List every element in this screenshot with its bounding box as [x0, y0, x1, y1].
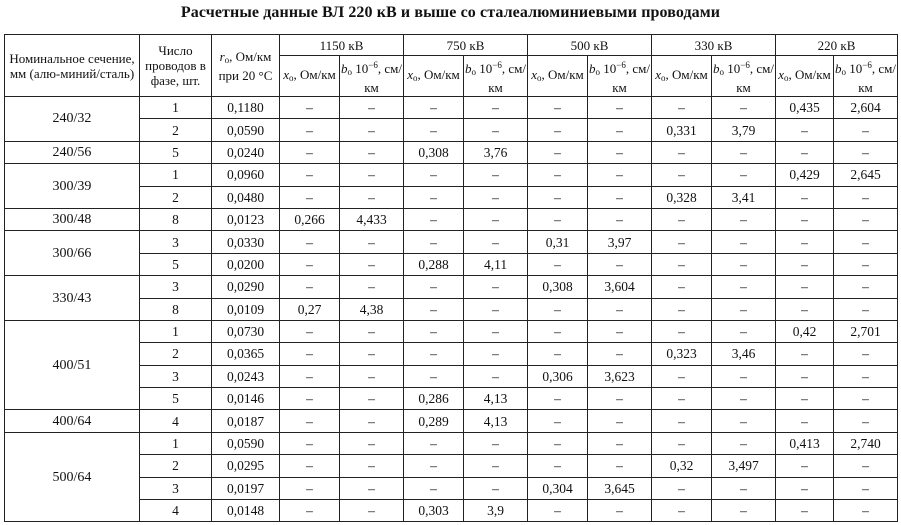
- value-cell: –: [776, 410, 834, 432]
- section-cell: 300/66: [5, 231, 140, 276]
- value-cell: 1: [140, 320, 212, 342]
- value-cell: –: [464, 97, 528, 119]
- value-cell: –: [652, 231, 712, 253]
- section-cell: 300/39: [5, 164, 140, 209]
- value-cell: –: [340, 231, 404, 253]
- value-cell: –: [652, 164, 712, 186]
- value-cell: –: [776, 119, 834, 141]
- table-title: Расчетные данные ВЛ 220 кВ и выше со сталеалюминиевыми проводами: [180, 4, 721, 21]
- value-cell: 2: [140, 119, 212, 141]
- value-cell: 0,0123: [212, 208, 280, 230]
- value-cell: 2,740: [834, 432, 898, 454]
- value-cell: –: [404, 231, 464, 253]
- data-table: [4, 34, 898, 522]
- header-x-220: $x_o$, Ом/км: [776, 56, 834, 97]
- value-cell: –: [588, 388, 652, 410]
- value-cell: –: [528, 298, 588, 320]
- value-cell: 5: [140, 253, 212, 275]
- value-cell: –: [528, 164, 588, 186]
- value-cell: –: [588, 119, 652, 141]
- value-cell: –: [340, 97, 404, 119]
- value-cell: 1: [140, 97, 212, 119]
- value-cell: 3,46: [712, 343, 776, 365]
- section-cell: 240/56: [5, 141, 140, 163]
- value-cell: 3,97: [588, 231, 652, 253]
- section-cell: 400/64: [5, 410, 140, 432]
- section-cell: 500/64: [5, 432, 140, 522]
- header-voltage-500: 500 кВ: [528, 35, 652, 56]
- value-cell: –: [404, 97, 464, 119]
- value-cell: –: [528, 119, 588, 141]
- value-cell: 3,497: [712, 455, 776, 477]
- value-cell: –: [280, 186, 340, 208]
- value-cell: –: [776, 500, 834, 522]
- value-cell: 3,41: [712, 186, 776, 208]
- value-cell: 0,0590: [212, 119, 280, 141]
- value-cell: –: [464, 276, 528, 298]
- table-row: [5, 141, 898, 163]
- value-cell: –: [834, 388, 898, 410]
- value-cell: –: [834, 410, 898, 432]
- value-cell: –: [712, 253, 776, 275]
- value-cell: –: [652, 320, 712, 342]
- section-cell: 240/32: [5, 97, 140, 142]
- value-cell: –: [652, 298, 712, 320]
- value-cell: –: [404, 186, 464, 208]
- value-cell: 0,0146: [212, 388, 280, 410]
- value-cell: –: [280, 119, 340, 141]
- value-cell: –: [776, 141, 834, 163]
- value-cell: –: [712, 298, 776, 320]
- value-cell: 3,79: [712, 119, 776, 141]
- value-cell: –: [280, 164, 340, 186]
- value-cell: –: [340, 365, 404, 387]
- value-cell: –: [776, 231, 834, 253]
- value-cell: 0,288: [404, 253, 464, 275]
- value-cell: –: [340, 119, 404, 141]
- value-cell: –: [588, 253, 652, 275]
- value-cell: 3,76: [464, 141, 528, 163]
- value-cell: –: [652, 141, 712, 163]
- value-cell: –: [280, 253, 340, 275]
- value-cell: 0,308: [528, 276, 588, 298]
- value-cell: –: [528, 141, 588, 163]
- header-section: Номинальное сечение, мм (алю-миний/сталь): [5, 35, 140, 97]
- value-cell: 4,13: [464, 410, 528, 432]
- header-x-500: $x_o$, Ом/км: [528, 56, 588, 97]
- value-cell: –: [340, 164, 404, 186]
- value-cell: –: [404, 208, 464, 230]
- value-cell: –: [834, 253, 898, 275]
- value-cell: –: [834, 119, 898, 141]
- header-voltage-1150: 1150 кВ: [280, 35, 404, 56]
- value-cell: –: [652, 253, 712, 275]
- value-cell: –: [834, 276, 898, 298]
- value-cell: –: [404, 298, 464, 320]
- value-cell: –: [528, 343, 588, 365]
- value-cell: –: [464, 231, 528, 253]
- header-voltage-220: 220 кВ: [776, 35, 898, 56]
- value-cell: –: [834, 455, 898, 477]
- value-cell: 0,0480: [212, 186, 280, 208]
- value-cell: –: [280, 231, 340, 253]
- value-cell: –: [464, 365, 528, 387]
- value-cell: –: [712, 365, 776, 387]
- value-cell: –: [528, 186, 588, 208]
- value-cell: –: [588, 320, 652, 342]
- value-cell: 0,304: [528, 477, 588, 499]
- value-cell: –: [712, 231, 776, 253]
- value-cell: 4,38: [340, 298, 404, 320]
- header-b-750: $b_o$ $10^{-6}$, см/км: [464, 56, 528, 97]
- table-row: [5, 410, 898, 432]
- value-cell: 0,331: [652, 119, 712, 141]
- value-cell: 1: [140, 164, 212, 186]
- value-cell: –: [712, 410, 776, 432]
- value-cell: –: [712, 477, 776, 499]
- value-cell: 0,308: [404, 141, 464, 163]
- value-cell: –: [776, 253, 834, 275]
- value-cell: –: [340, 432, 404, 454]
- value-cell: –: [340, 477, 404, 499]
- value-cell: 0,289: [404, 410, 464, 432]
- table-row: [5, 97, 898, 119]
- value-cell: –: [464, 320, 528, 342]
- value-cell: 3,645: [588, 477, 652, 499]
- value-cell: 0,0330: [212, 231, 280, 253]
- header-b-330: $b_o$ $10^{-6}$, см/км: [712, 56, 776, 97]
- value-cell: –: [280, 343, 340, 365]
- table-row: [5, 164, 898, 186]
- value-cell: 0,0200: [212, 253, 280, 275]
- value-cell: –: [528, 320, 588, 342]
- value-cell: 0,32: [652, 455, 712, 477]
- table-body: [5, 97, 898, 522]
- value-cell: –: [528, 500, 588, 522]
- value-cell: 8: [140, 298, 212, 320]
- value-cell: –: [404, 119, 464, 141]
- value-cell: 0,328: [652, 186, 712, 208]
- value-cell: –: [280, 365, 340, 387]
- value-cell: 0,42: [776, 320, 834, 342]
- value-cell: 0,31: [528, 231, 588, 253]
- value-cell: –: [588, 164, 652, 186]
- value-cell: –: [528, 253, 588, 275]
- value-cell: –: [464, 343, 528, 365]
- section-cell: 300/48: [5, 208, 140, 230]
- value-cell: –: [404, 365, 464, 387]
- value-cell: 2,604: [834, 97, 898, 119]
- value-cell: 0,286: [404, 388, 464, 410]
- value-cell: –: [340, 253, 404, 275]
- header-voltage-330: 330 кВ: [652, 35, 776, 56]
- value-cell: 0,0590: [212, 432, 280, 454]
- header-x-330: $x_o$, Ом/км: [652, 56, 712, 97]
- value-cell: 0,435: [776, 97, 834, 119]
- value-cell: –: [280, 455, 340, 477]
- value-cell: –: [340, 320, 404, 342]
- value-cell: 0,0148: [212, 500, 280, 522]
- value-cell: –: [340, 410, 404, 432]
- value-cell: 2: [140, 186, 212, 208]
- value-cell: –: [652, 500, 712, 522]
- value-cell: –: [776, 208, 834, 230]
- value-cell: 0,0365: [212, 343, 280, 365]
- value-cell: –: [404, 477, 464, 499]
- value-cell: –: [340, 343, 404, 365]
- value-cell: –: [464, 298, 528, 320]
- value-cell: 0,306: [528, 365, 588, 387]
- value-cell: 4,13: [464, 388, 528, 410]
- value-cell: –: [404, 432, 464, 454]
- value-cell: –: [776, 455, 834, 477]
- value-cell: –: [464, 119, 528, 141]
- value-cell: –: [528, 97, 588, 119]
- value-cell: –: [652, 365, 712, 387]
- value-cell: 0,0730: [212, 320, 280, 342]
- value-cell: –: [776, 477, 834, 499]
- value-cell: 2,645: [834, 164, 898, 186]
- value-cell: –: [588, 141, 652, 163]
- value-cell: 3: [140, 231, 212, 253]
- value-cell: –: [404, 343, 464, 365]
- value-cell: –: [834, 365, 898, 387]
- value-cell: 0,413: [776, 432, 834, 454]
- value-cell: –: [652, 432, 712, 454]
- value-cell: –: [404, 276, 464, 298]
- value-cell: –: [776, 298, 834, 320]
- value-cell: –: [834, 141, 898, 163]
- table-header: [5, 35, 898, 97]
- value-cell: –: [280, 410, 340, 432]
- value-cell: –: [776, 365, 834, 387]
- value-cell: –: [588, 432, 652, 454]
- value-cell: 8: [140, 208, 212, 230]
- value-cell: –: [464, 186, 528, 208]
- value-cell: 3,9: [464, 500, 528, 522]
- value-cell: –: [280, 477, 340, 499]
- value-cell: –: [280, 141, 340, 163]
- value-cell: –: [652, 208, 712, 230]
- value-cell: 0,0960: [212, 164, 280, 186]
- value-cell: 0,27: [280, 298, 340, 320]
- header-b-500: $b_o$ $10^{-6}$, см/км: [588, 56, 652, 97]
- value-cell: –: [776, 186, 834, 208]
- value-cell: –: [834, 298, 898, 320]
- value-cell: 0,0243: [212, 365, 280, 387]
- value-cell: –: [712, 141, 776, 163]
- value-cell: –: [464, 477, 528, 499]
- value-cell: 0,1180: [212, 97, 280, 119]
- header-wire-count: Число проводов в фазе, шт.: [140, 35, 212, 97]
- value-cell: –: [712, 500, 776, 522]
- table-row: [5, 276, 898, 298]
- value-cell: –: [834, 500, 898, 522]
- value-cell: –: [588, 208, 652, 230]
- value-cell: –: [280, 500, 340, 522]
- value-cell: –: [404, 455, 464, 477]
- header-b-1150: $b_o$ $10^{-6}$, см/км: [340, 56, 404, 97]
- value-cell: 1: [140, 432, 212, 454]
- value-cell: –: [834, 208, 898, 230]
- value-cell: 0,0295: [212, 455, 280, 477]
- value-cell: –: [280, 276, 340, 298]
- value-cell: –: [776, 343, 834, 365]
- value-cell: –: [588, 455, 652, 477]
- value-cell: –: [776, 276, 834, 298]
- value-cell: –: [712, 208, 776, 230]
- value-cell: 4,11: [464, 253, 528, 275]
- value-cell: –: [588, 298, 652, 320]
- value-cell: 3,623: [588, 365, 652, 387]
- value-cell: 2: [140, 455, 212, 477]
- value-cell: 0,0197: [212, 477, 280, 499]
- value-cell: 0,266: [280, 208, 340, 230]
- value-cell: 5: [140, 141, 212, 163]
- header-x-750: $x_o$, Ом/км: [404, 56, 464, 97]
- value-cell: –: [652, 97, 712, 119]
- header-b-220: $b_o$ $10^{-6}$, см/км: [834, 56, 898, 97]
- value-cell: –: [280, 97, 340, 119]
- value-cell: 5: [140, 388, 212, 410]
- value-cell: 3: [140, 365, 212, 387]
- section-cell: 330/43: [5, 276, 140, 321]
- value-cell: 4: [140, 500, 212, 522]
- header-voltage-750: 750 кВ: [404, 35, 528, 56]
- value-cell: –: [528, 410, 588, 432]
- value-cell: –: [340, 276, 404, 298]
- value-cell: –: [464, 164, 528, 186]
- value-cell: –: [464, 208, 528, 230]
- value-cell: –: [340, 141, 404, 163]
- value-cell: 0,323: [652, 343, 712, 365]
- value-cell: –: [528, 388, 588, 410]
- table-row: [5, 320, 898, 342]
- value-cell: 3,604: [588, 276, 652, 298]
- value-cell: –: [652, 410, 712, 432]
- value-cell: –: [588, 410, 652, 432]
- value-cell: 0,303: [404, 500, 464, 522]
- value-cell: 4,433: [340, 208, 404, 230]
- value-cell: –: [340, 500, 404, 522]
- value-cell: –: [712, 164, 776, 186]
- value-cell: –: [528, 432, 588, 454]
- header-resistance: $r_o$, Ом/км при 20 °С: [212, 35, 280, 97]
- value-cell: –: [712, 388, 776, 410]
- value-cell: 3: [140, 477, 212, 499]
- value-cell: –: [528, 455, 588, 477]
- value-cell: –: [834, 186, 898, 208]
- value-cell: 3: [140, 276, 212, 298]
- table-row: [5, 231, 898, 253]
- value-cell: 0,0240: [212, 141, 280, 163]
- value-cell: –: [652, 388, 712, 410]
- value-cell: –: [588, 343, 652, 365]
- value-cell: –: [712, 97, 776, 119]
- value-cell: 0,0187: [212, 410, 280, 432]
- value-cell: –: [652, 276, 712, 298]
- value-cell: –: [340, 455, 404, 477]
- value-cell: –: [834, 477, 898, 499]
- value-cell: –: [280, 388, 340, 410]
- value-cell: 2,701: [834, 320, 898, 342]
- value-cell: –: [712, 432, 776, 454]
- value-cell: –: [404, 320, 464, 342]
- value-cell: 0,429: [776, 164, 834, 186]
- value-cell: –: [776, 388, 834, 410]
- value-cell: 0,0290: [212, 276, 280, 298]
- value-cell: –: [712, 320, 776, 342]
- section-cell: 400/51: [5, 320, 140, 410]
- value-cell: –: [834, 231, 898, 253]
- value-cell: –: [280, 432, 340, 454]
- value-cell: –: [712, 276, 776, 298]
- value-cell: –: [404, 164, 464, 186]
- value-cell: –: [340, 388, 404, 410]
- value-cell: 2: [140, 343, 212, 365]
- header-x-1150: $x_o$, Ом/км: [280, 56, 340, 97]
- value-cell: 0,0109: [212, 298, 280, 320]
- value-cell: –: [528, 208, 588, 230]
- value-cell: 4: [140, 410, 212, 432]
- table-row: [5, 208, 898, 230]
- value-cell: –: [464, 432, 528, 454]
- value-cell: –: [588, 186, 652, 208]
- value-cell: –: [340, 186, 404, 208]
- value-cell: –: [588, 97, 652, 119]
- value-cell: –: [464, 455, 528, 477]
- value-cell: –: [834, 343, 898, 365]
- table-row: [5, 432, 898, 454]
- value-cell: –: [652, 477, 712, 499]
- value-cell: –: [588, 500, 652, 522]
- value-cell: –: [280, 320, 340, 342]
